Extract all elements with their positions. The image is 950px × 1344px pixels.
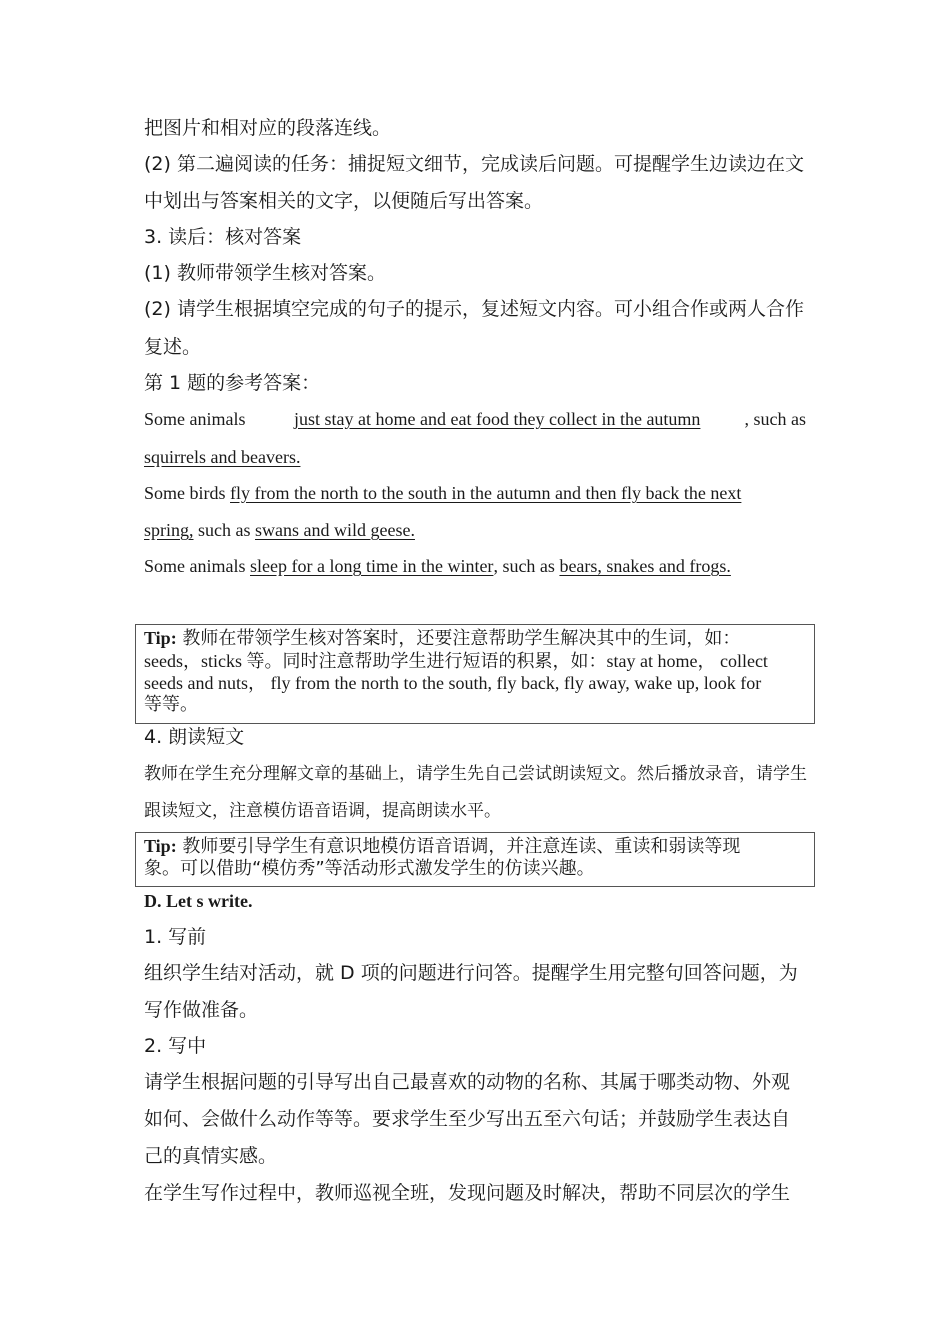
- step-heading: 1. 写前: [144, 926, 207, 948]
- answer-line-1: [144, 406, 806, 432]
- answer-blank: spring,: [144, 520, 194, 540]
- answer-line-2: [144, 480, 806, 506]
- tip-box: [135, 832, 815, 887]
- paragraph: 跟读短文，注意模仿语音语调，提高朗读水平。: [144, 801, 501, 821]
- answers-title: 第 1 题的参考答案：: [144, 372, 321, 394]
- paragraph: 复述。: [144, 336, 202, 358]
- tip-label: Tip:: [144, 628, 177, 648]
- step-heading: 3. 读后：核对答案: [144, 226, 302, 248]
- tip-label: Tip:: [144, 836, 177, 856]
- tip-text: 教师要引导学生有意识地模仿语音语调，并注意连读、重读和弱读等现: [176, 836, 741, 857]
- answer-blank: swans and wild geese.: [255, 520, 415, 540]
- answer-blank: just stay at home and eat food they collect in the autumn: [294, 409, 701, 429]
- tip-line: seeds and nuts， fly from the north to the south, fly back, fly away, wake up, look for: [144, 673, 762, 693]
- answer-text: Some animals: [144, 556, 250, 576]
- answer-text: Some birds: [144, 483, 231, 503]
- tip-line: 等等。: [144, 694, 198, 715]
- answer-blank: fly from the north to the south in the autumn and then fly back the next: [230, 483, 742, 503]
- answer-line-1b: [144, 444, 806, 470]
- paragraph: 把图片和相对应的段落连线。: [144, 117, 392, 139]
- answer-blank: bears, snakes and frogs.: [559, 556, 731, 576]
- tip-line: [144, 835, 806, 858]
- answer-blank: squirrels and beavers.: [144, 447, 301, 467]
- tip-line: seeds，sticks 等。同时注意帮助学生进行短语的积累，如：stay at home， collect: [144, 651, 768, 671]
- paragraph: (2) 第二遍阅读的任务：捕捉短文细节，完成读后问题。可提醒学生边读边在文: [144, 153, 804, 175]
- answer-blank: sleep for a long time in the winter: [250, 556, 494, 576]
- tip-line: [144, 627, 806, 650]
- tip-box: [135, 624, 815, 724]
- paragraph: 请学生根据问题的引导写出自己最喜欢的动物的名称、其属于哪类动物、外观: [144, 1071, 791, 1093]
- answer-line-3: [144, 553, 806, 579]
- paragraph: 教师在学生充分理解文章的基础上，请学生先自己尝试朗读短文。然后播放录音，请学生: [144, 764, 807, 784]
- tip-text: 教师在带领学生核对答案时，还要注意帮助学生解决其中的生词，如：: [176, 628, 741, 649]
- answer-text: , such as: [744, 409, 806, 429]
- paragraph: 组织学生结对活动，就 D 项的问题进行问答。提醒学生用完整句回答问题，为: [144, 962, 798, 984]
- step-heading: 4. 朗读短文: [144, 726, 245, 748]
- paragraph: 在学生写作过程中，教师巡视全班，发现问题及时解决，帮助不同层次的学生: [144, 1182, 791, 1204]
- section-heading: D. Let s write.: [144, 891, 253, 911]
- answer-line-2b: [144, 517, 806, 543]
- paragraph: 中划出与答案相关的文字，以便随后写出答案。: [144, 190, 544, 212]
- answer-text: such as: [193, 520, 255, 540]
- tip-line: 象。可以借助“模仿秀”等活动形式激发学生的仿读兴趣。: [144, 858, 595, 879]
- paragraph: (2) 请学生根据填空完成的句子的提示，复述短文内容。可小组合作或两人合作: [144, 298, 804, 320]
- answer-text: , such as: [493, 556, 560, 576]
- answer-text: Some animals: [144, 409, 250, 429]
- paragraph: 如何、会做什么动作等等。要求学生至少写出五至六句话；并鼓励学生表达自: [144, 1108, 791, 1130]
- paragraph: 己的真情实感。: [144, 1145, 278, 1167]
- step-heading: 2. 写中: [144, 1035, 207, 1057]
- paragraph: (1) 教师带领学生核对答案。: [144, 262, 386, 284]
- paragraph: 写作做准备。: [144, 999, 259, 1021]
